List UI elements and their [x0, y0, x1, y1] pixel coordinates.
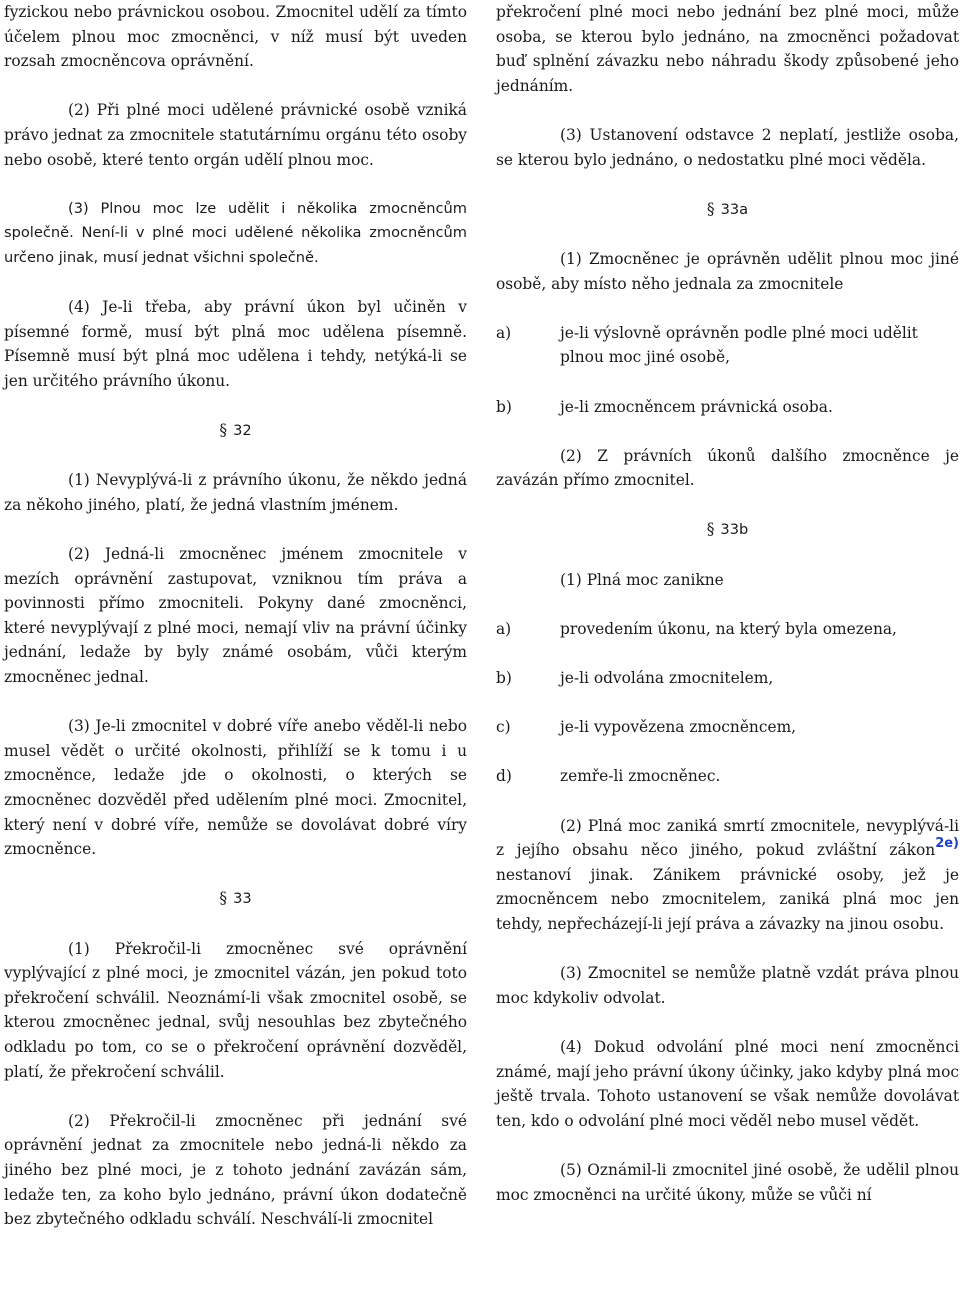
- section-symbol-icon: §: [219, 889, 228, 908]
- paragraph: (1) Zmocněnec je oprávněn udělit plnou moc jiné osobě, aby místo něho jednala za zmocnitele: [496, 249, 959, 293]
- section-symbol-icon: §: [219, 421, 228, 440]
- paragraph: (2) Překročil-li zmocněnec při jednání své oprávnění jednat za zmocnitele nebo jedná-li někdo za jiného bez plné moci, je z tohoto jednání zavázán sám, ledaže ten, za koho bylo jednáno, právní úkon dodatečně bez zbytečného odkladu schválí. Neschválí-li zmocnitel: [4, 1111, 467, 1229]
- left-column: [4, 0, 467, 1256]
- paragraph: (5) Oznámil-li zmocnitel jiné osobě, že udělil plnou moc zmocněnci na určité úkony, může se vůči ní: [496, 1160, 959, 1204]
- paragraph: (4) Je-li třeba, aby právní úkon byl učiněn v písemné formě, musí být plná moc udělena písemně. Písemně musí být plná moc udělena i tehdy, netýká-li se jen určitého právního úkonu.: [4, 298, 467, 390]
- paragraph: (1) Nevyplývá-li z právního úkonu, že někdo jedná za někoho jiného, platí, že jedná vlastním jménem.: [4, 471, 467, 514]
- paragraph: fyzickou nebo právnickou osobou. Zmocnitel udělí za tímto účelem plnou moc zmocněnci, v níž musí být uveden rozsah zmocněncova oprávnění.: [4, 3, 467, 71]
- section-symbol-icon: §: [706, 520, 715, 539]
- paragraph: (3) Zmocnitel se nemůže platně vzdát práva plnou moc kdykoliv odvolat.: [496, 964, 959, 1007]
- paragraph: (2) Plná moc zaniká smrtí zmocnitele, nevyplývá-li z jejího obsahu něco jiného, pokud zvláštní zákon$^{2e)}$ nestanoví jinak. Zánikem právnické osoby, jež je zmocněncem nebo zmocnitelem, zaniká plná moc jen tehdy, nepřecházejí-li její práva a závazky na jinou osobu.: [496, 816, 959, 933]
- footnote-link[interactable]: 2e): [935, 836, 959, 852]
- section-heading: § 33b: [706, 520, 749, 539]
- paragraph: (2) Jedná-li zmocněnec jménem zmocnitele v mezích oprávnění zastupovat, vzniknou tím práva a povinnosti přímo zmocniteli. Pokyny dané zmocněnci, které nevyplývají z plné moci, nemají vliv na právní účinky jednání, ledaže by byly známé osobám, vůči kterým zmocněnec jednal.: [4, 545, 467, 687]
- list-item: c) je-li vypovězena zmocněncem,: [496, 718, 797, 737]
- section-heading: § 33: [219, 889, 252, 908]
- section-heading: § 33a: [706, 199, 749, 218]
- paragraph: (3) Ustanovení odstavce 2 neplatí, jestliže osoba, se kterou bylo jednáno, o nedostatku plné moci věděla.: [496, 125, 959, 169]
- list-item: b) je-li zmocněncem právnická osoba.: [496, 397, 833, 416]
- paragraph: (1) Plná moc zanikne: [560, 570, 724, 589]
- list-item: d) zemře-li zmocněnec.: [496, 767, 721, 786]
- paragraph: (3) Plnou moc lze udělit i několika zmocněncům společně. Není-li v plné moci udělené několika zmocněncům určeno jinak, musí jednat všichni společně.: [4, 199, 467, 266]
- paragraph: (4) Dokud odvolání plné moci není zmocněnci známé, mají jeho právní úkony účinky, jako kdyby plná moc ještě trvala. Tohoto ustanovení se však nemůže dovolávat ten, kdo o odvolání plné moci věděl nebo musel vědět.: [496, 1037, 959, 1130]
- paragraph: (2) Při plné moci udělené právnické osobě vzniká právo jednat za zmocnitele statutárnímu orgánu této osoby nebo osobě, které tento orgán udělí plnou moc.: [4, 101, 467, 169]
- right-column: [496, 0, 959, 1232]
- paragraph: překročení plné moci nebo jednání bez plné moci, může osoba, se kterou bylo jednáno, na zmocněnci požadovat buď splnění závazku nebo náhradu škody způsobené jeho jednáním.: [496, 3, 959, 95]
- list-item: b) je-li odvolána zmocnitelem,: [496, 669, 774, 688]
- paragraph: (2) Z právních úkonů dalšího zmocněnce je zavázán přímo zmocnitel.: [496, 446, 959, 490]
- list-item: a) provedením úkonu, na který byla omezena,: [496, 619, 897, 638]
- section-heading: § 32: [219, 421, 252, 440]
- paragraph: (3) Je-li zmocnitel v dobré víře anebo věděl-li nebo musel vědět o určité okolnosti, přihlíží se k tomu i u zmocněnce, ledaže jde o okolnosti, o kterých se zmocněnec dozvěděl před udělením plné moci. Zmocnitel, který není v dobré víře, nemůže se dovolávat dobré víry zmocněnce.: [4, 717, 467, 859]
- section-symbol-icon: §: [706, 199, 715, 218]
- list-item: a) je-li výslovně oprávněn podle plné moci udělit plnou moc jiné osobě,: [496, 323, 918, 367]
- paragraph: (1) Překročil-li zmocněnec své oprávnění vyplývající z plné moci, je zmocnitel vázán, jen pokud toto překročení schválil. Neoznámí-li však zmocnitel osobě, se kterou zmocněnec jednal, svůj nesouhlas bez zbytečného odkladu po tom, co se o překročení oprávnění dozvěděl, platí, že překročení schválil.: [4, 939, 467, 1081]
